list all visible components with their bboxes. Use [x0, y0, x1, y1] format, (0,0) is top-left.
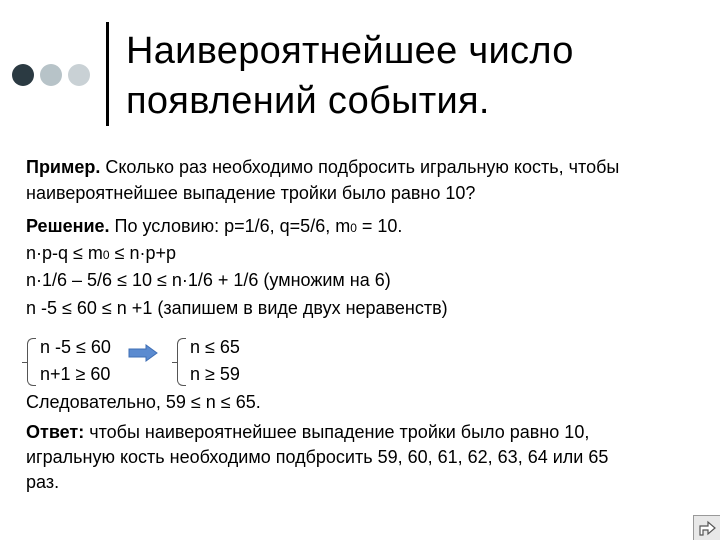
return-arrow-icon [694, 516, 720, 540]
inequality-part-a: n·p-q ≤ m [26, 243, 103, 263]
solution-line-2 [26, 240, 176, 268]
solution-text: По условию: p=1/6, q=5/6, m [109, 216, 351, 236]
answer-line-1 [26, 419, 589, 445]
solution-text-end: = 10. [356, 216, 403, 236]
system-left-1: n -5 ≤ 60 [40, 337, 111, 357]
title-line-1: Наивероятнейшее число [126, 30, 574, 72]
solution-line-4: n -5 ≤ 60 ≤ n +1 (запишем в виде двух неравенств) [26, 298, 448, 318]
system-right-1: n ≤ 65 [190, 337, 240, 357]
subscript: 0 [350, 221, 357, 235]
title-divider [106, 22, 109, 126]
example-label: Пример. [26, 157, 101, 177]
slide-decoration-dots [12, 64, 90, 86]
conclusion: Следовательно, 59 ≤ n ≤ 65. [26, 392, 261, 412]
light-dot [68, 64, 90, 86]
solution-line-1 [26, 213, 402, 241]
solution-label: Решение. [26, 216, 110, 236]
light-dot [40, 64, 62, 86]
inequality-part-b: ≤ n·p+p [109, 243, 177, 263]
return-button[interactable] [693, 515, 720, 540]
example-line-2: наивероятнейшее выпадение тройки было равно 10? [26, 183, 476, 203]
answer-label: Ответ: [26, 422, 85, 442]
dark-dot [12, 64, 34, 86]
example-text: Сколько раз необходимо подбросить игральную кость, чтобы [100, 157, 620, 177]
implies-arrow-icon [128, 344, 158, 362]
solution-line-3: n·1/6 – 5/6 ≤ 10 ≤ n·1/6 + 1/6 (умножим на 6) [26, 270, 391, 290]
answer-line-3: раз. [26, 472, 60, 492]
subscript: 0 [102, 248, 110, 262]
right-system-brace [177, 338, 186, 386]
title-line-2: появлений события. [126, 80, 490, 122]
system-left-2: n+1 ≥ 60 [40, 364, 111, 384]
answer-text: чтобы наивероятнейшее выпадение тройки было равно 10, [84, 422, 590, 442]
left-system-brace [27, 338, 36, 386]
slide-title [126, 26, 574, 126]
system-right-2: n ≥ 59 [190, 364, 240, 384]
answer-line-2: игральную кость необходимо подбросить 59, 60, 61, 62, 63, 64 или 65 [26, 447, 609, 467]
example-line-1 [26, 154, 619, 180]
